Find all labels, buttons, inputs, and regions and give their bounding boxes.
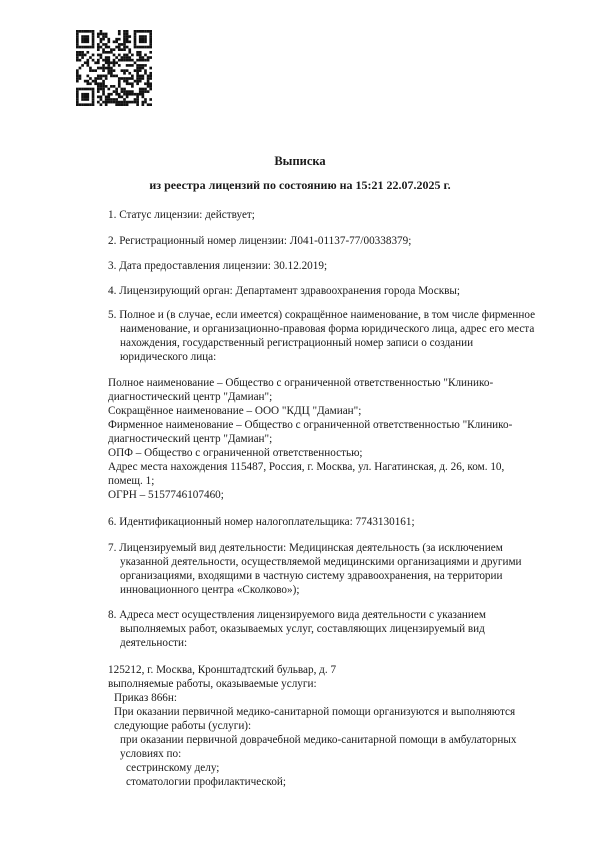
works-line: следующие работы (услуги): bbox=[114, 720, 252, 732]
item-5-line: 5. Полное и (в случае, если имеется) сокращённое наименование, в том числе фирменное bbox=[108, 309, 536, 321]
item-licensing-authority: 4. Лицензирующий орган: Департамент здравоохранения города Москвы; bbox=[108, 285, 461, 297]
item-8-line: 8. Адреса мест осуществления лицензируемого вида деятельности с указанием bbox=[108, 609, 486, 621]
item-7-line: 7. Лицензируемый вид деятельности: Медицинская деятельность (за исключением bbox=[108, 542, 503, 554]
works-line: условиях по: bbox=[120, 748, 182, 760]
org-brand-name: Фирменное наименование – Общество с ограниченной ответственностью "Клинико- bbox=[108, 419, 513, 431]
works-line: стоматологии профилактической; bbox=[126, 776, 287, 788]
item-issue-date: 3. Дата предоставления лицензии: 30.12.2019; bbox=[108, 260, 328, 272]
item-8-line: выполняемых работ, оказываемых услуг, составляющих лицензируемый вид bbox=[120, 623, 485, 635]
item-8-line: деятельности: bbox=[120, 637, 188, 649]
works-line: при оказании первичной доврачебной медико-санитарной помощи в амбулаторных bbox=[120, 734, 517, 746]
org-short-name: Сокращённое наименование – ООО "КДЦ "Дамиан"; bbox=[108, 405, 362, 417]
org-address: Адрес места нахождения 115487, Россия, г. Москва, ул. Нагатинская, д. 26, ком. 10, bbox=[108, 461, 505, 473]
works-line: сестринскому делу; bbox=[126, 762, 220, 774]
item-5-line: юридического лица: bbox=[120, 351, 217, 363]
org-full-name: Полное наименование – Общество с ограниченной ответственностью "Клинико- bbox=[108, 377, 494, 389]
item-5-line: наименование, и организационно-правовая форма юридического лица, адрес его места bbox=[120, 323, 535, 335]
location-address: 125212, г. Москва, Кронштадтский бульвар, д. 7 bbox=[108, 664, 337, 676]
qr-code bbox=[76, 30, 152, 106]
org-ogrn: ОГРН – 5157746107460; bbox=[108, 489, 224, 501]
item-inn: 6. Идентификационный номер налогоплательщика: 7743130161; bbox=[108, 516, 415, 528]
item-7-line: инновационного центра «Сколково»); bbox=[120, 584, 300, 596]
item-7-line: организациями, входящими в частную систему здравоохранения, на территории bbox=[120, 570, 503, 582]
order-label: Приказ 866н: bbox=[114, 692, 177, 704]
org-opf: ОПФ – Общество с ограниченной ответственностью; bbox=[108, 447, 363, 459]
document-subtitle: из реестра лицензий по состоянию на 15:21 22.07.2025 г. bbox=[149, 178, 451, 192]
document-title: Выписка bbox=[274, 154, 326, 168]
works-line: При оказании первичной медико-санитарной помощи организуются и выполняются bbox=[114, 706, 516, 718]
item-5-line: нахождения, государственный регистрационный номер записи о создании bbox=[120, 337, 474, 349]
item-registration-number: 2. Регистрационный номер лицензии: Л041-01137-77/00338379; bbox=[108, 235, 412, 247]
org-brand-name: диагностический центр "Дамиан"; bbox=[108, 433, 273, 445]
org-address: помещ. 1; bbox=[108, 475, 155, 487]
item-7-line: указанной деятельности, осуществляемой медицинскими организациями и другими bbox=[120, 556, 522, 568]
org-full-name: диагностический центр "Дамиан"; bbox=[108, 391, 273, 403]
item-license-status: 1. Статус лицензии: действует; bbox=[108, 209, 255, 221]
works-label: выполняемые работы, оказываемые услуги: bbox=[108, 678, 317, 690]
